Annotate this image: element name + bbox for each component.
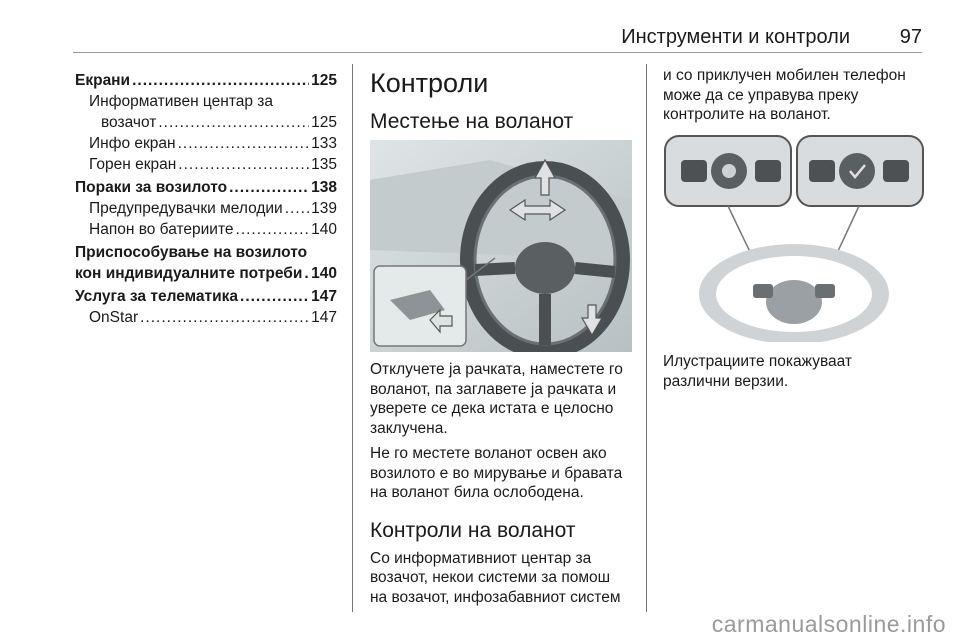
column-divider — [646, 64, 647, 612]
toc-entry[interactable]: Пораки за возилото ..... 138 — [75, 177, 337, 198]
middle-column-body — [370, 360, 632, 613]
toc-entry[interactable]: Горен екран ..... 135 — [75, 154, 337, 175]
steering-controls-illustration — [663, 134, 925, 342]
caption: Илустрациите покажуваат различни верзии. — [663, 353, 853, 390]
subsection-heading: Местење на воланот — [370, 110, 574, 133]
toc-entry[interactable]: Инфо екран ..... 133 — [75, 133, 337, 154]
toc-entry[interactable]: Екрани ..... 125 — [75, 70, 337, 91]
toc-entry[interactable]: Напон во батериите ..... 140 — [75, 219, 337, 240]
paragraph: Со информативниот центар за возачот, некои системи за помош на возачот, инфозабавниот систем — [370, 549, 621, 606]
steering-adjustment-illustration — [370, 140, 632, 352]
toc-entry[interactable]: OnStar ..... 147 — [75, 307, 337, 328]
toc-entry[interactable]: возачот ..... 125 — [75, 112, 337, 133]
paragraph: Не го местете воланот освен ако возилото е во мирување и бравата на воланот била ослободена. — [370, 445, 623, 501]
toc-entry[interactable]: Предупредувачки мелодии ..... 139 — [75, 198, 337, 219]
steering-wheel-image — [370, 140, 632, 352]
chapter-title: Инструменти и контроли — [621, 26, 850, 48]
right-column — [663, 66, 925, 131]
middle-column — [370, 66, 632, 136]
section-heading: Контроли — [370, 68, 489, 98]
paragraph: и со приклучен мобилен телефон може да се управува преку контролите на воланот. — [663, 67, 906, 123]
page-header — [73, 22, 922, 53]
toc-entry[interactable]: Услуга за телематика ..... 147 — [75, 286, 337, 307]
subsection-heading: Контроли на воланот — [370, 518, 576, 542]
steering-controls-image — [663, 134, 925, 342]
toc-entry-line[interactable]: Информативен центар за — [89, 93, 274, 110]
paragraph: Отклучете ја рачката, наместете го воланот, па заглавете ја рачката и уверете се дека истата е целосно заклучена. — [370, 361, 623, 437]
toc-entry-line[interactable]: Приспособување на возилото — [75, 244, 308, 261]
table-of-contents — [75, 68, 337, 328]
page-number: 97 — [899, 26, 922, 48]
watermark: carmanualsonline.info — [711, 611, 946, 637]
column-divider — [352, 64, 353, 612]
toc-entry[interactable]: кон индивидуалните потреби ..... 140 — [75, 263, 337, 284]
